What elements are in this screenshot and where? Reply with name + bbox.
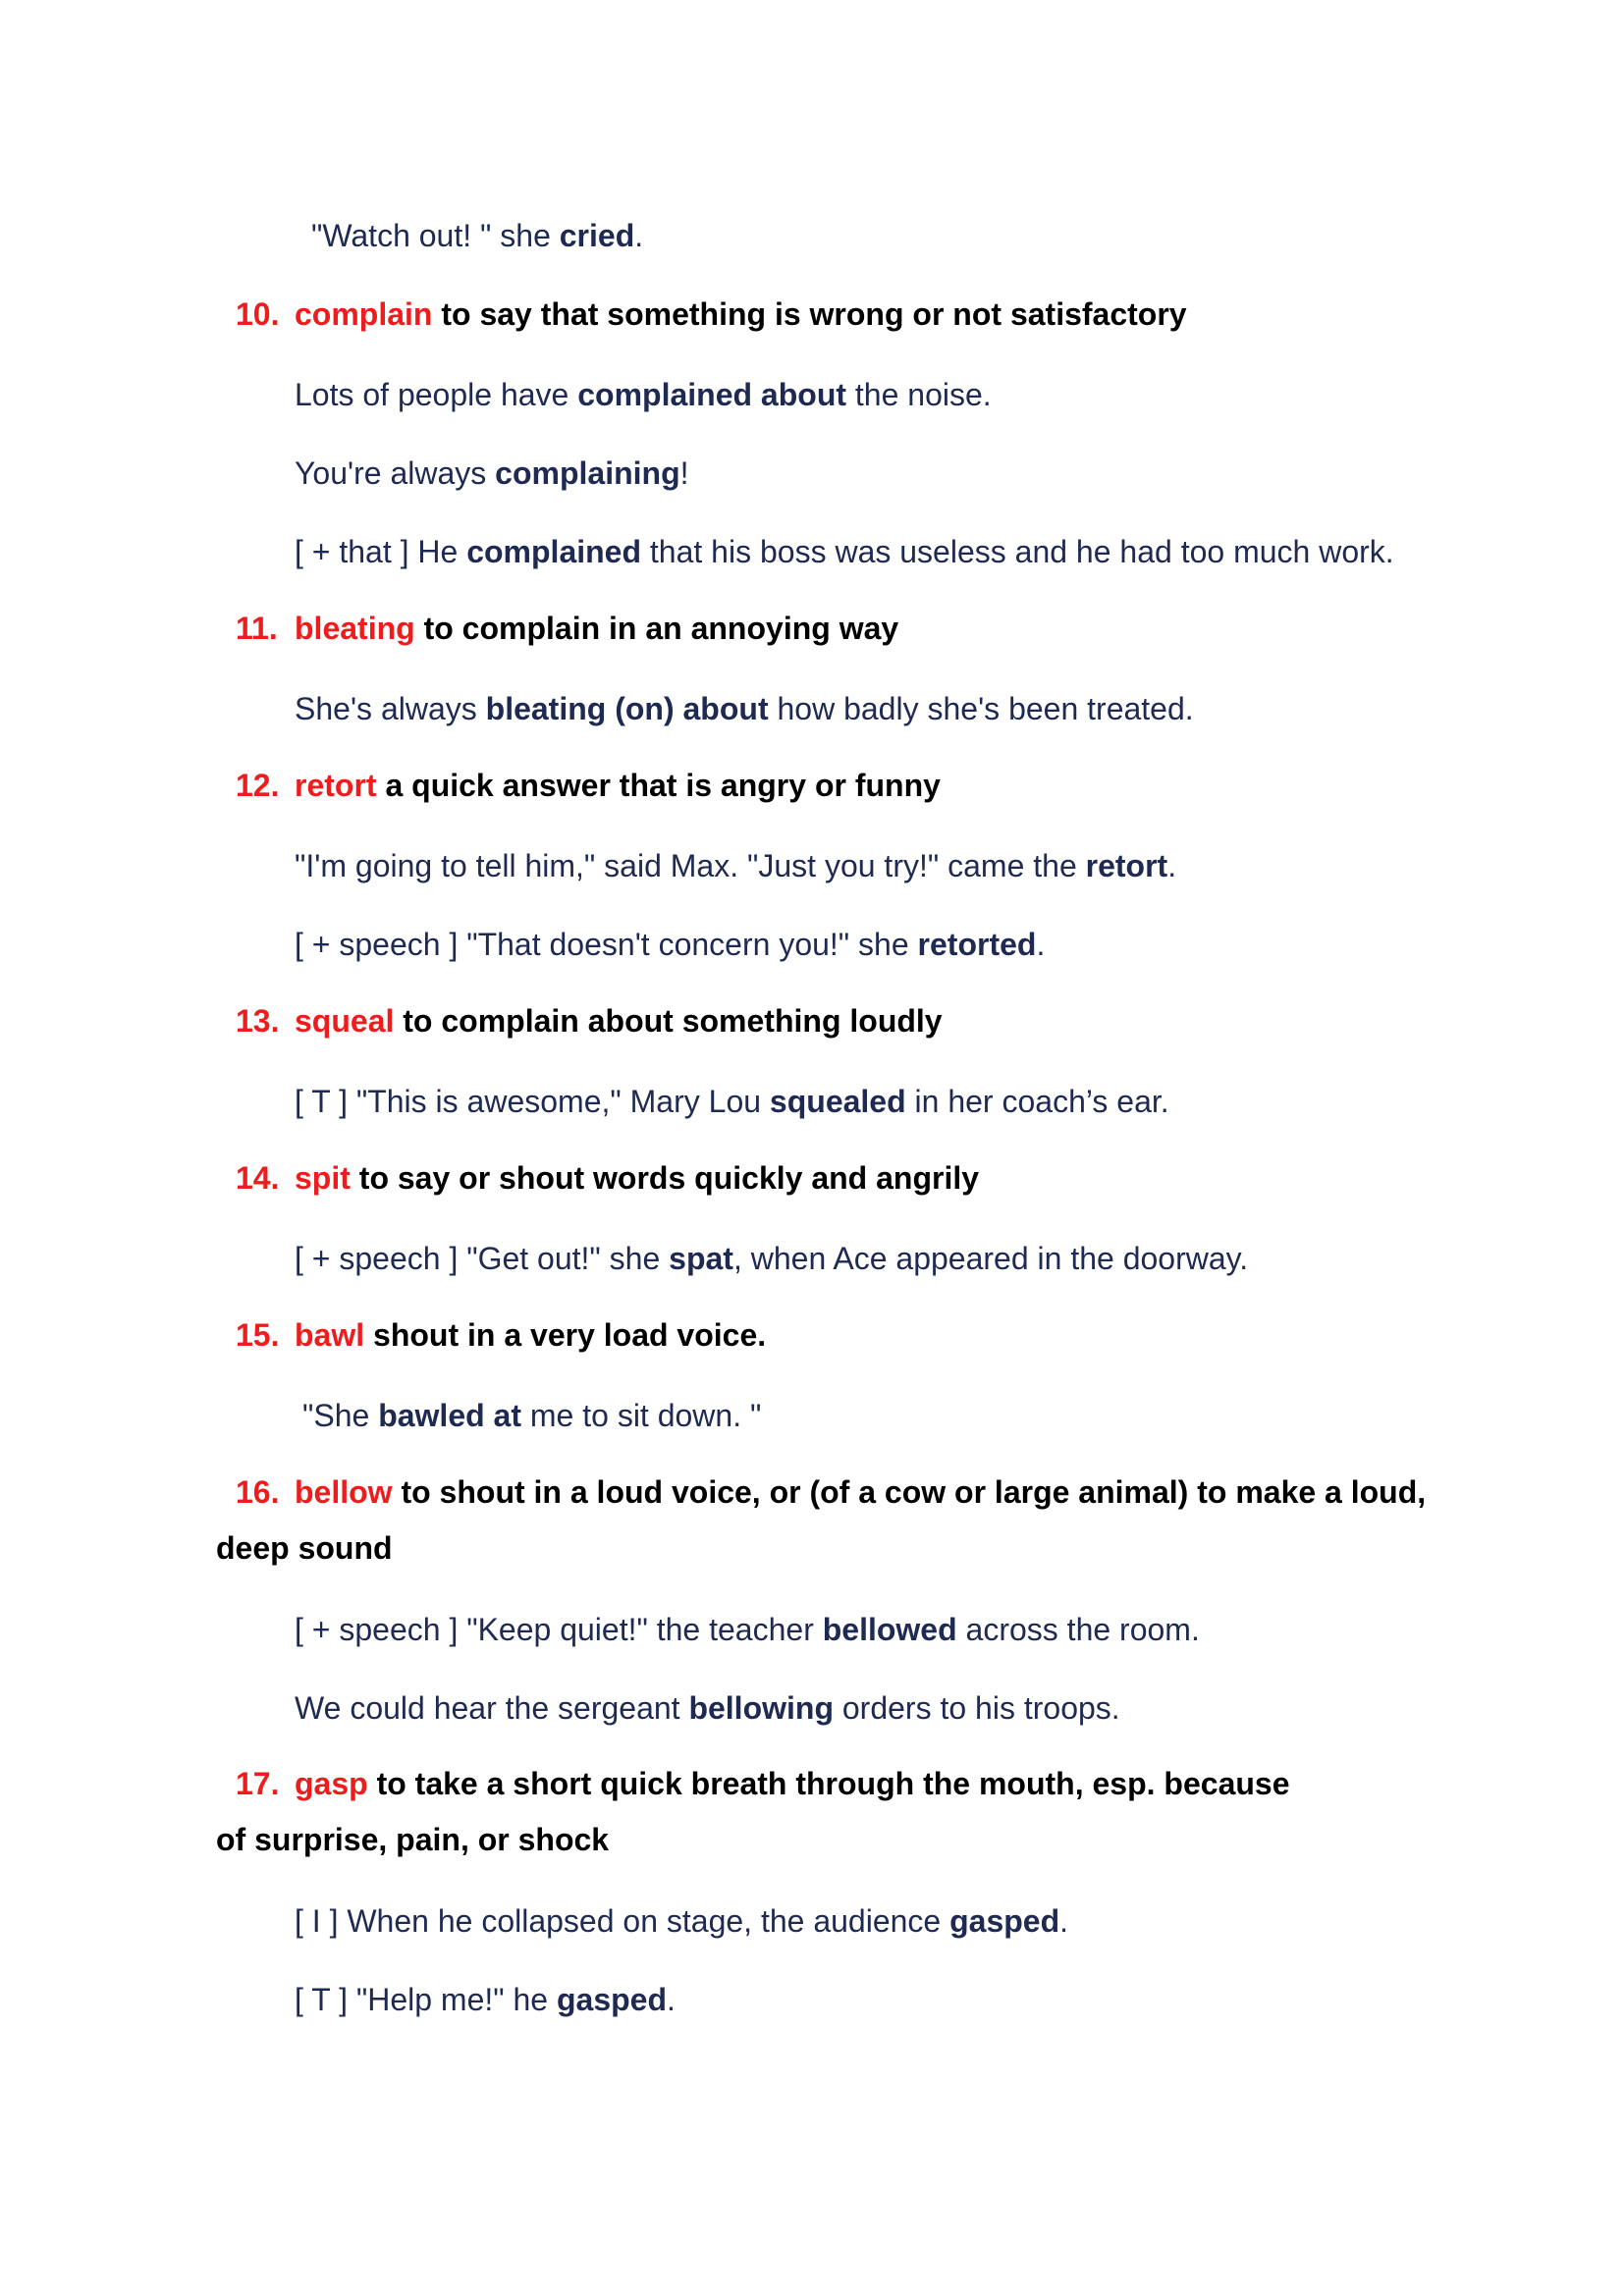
keyword: bleating (on) about: [485, 691, 769, 726]
headword: bellow: [295, 1474, 393, 1510]
keyword: bellowed: [822, 1612, 957, 1647]
keyword: retorted: [917, 927, 1037, 962]
headword: complain: [295, 296, 433, 332]
keyword: complained about: [577, 377, 847, 412]
entry-number: 14.: [236, 1160, 280, 1196]
entry-spit: [236, 1150, 1453, 1206]
definition: to take a short quick breath through the mouth, esp. because: [367, 1766, 1290, 1801]
keyword: complained: [466, 534, 642, 569]
headword: retort: [295, 768, 377, 803]
example-sentence: "Watch out! " she cried.: [311, 218, 644, 253]
example-sentence: You're always complaining!: [295, 455, 689, 491]
entry-gasp: [216, 1756, 1453, 1868]
entry-squeal: [236, 993, 1453, 1049]
entry-bleating: [236, 601, 1453, 657]
example-sentence: [ T ] "This is awesome," Mary Lou squealed in her coach’s ear.: [295, 1084, 1169, 1119]
definition-continued: deep sound: [216, 1530, 393, 1566]
entry-number: 10.: [236, 296, 280, 332]
entry-number: 16.: [236, 1474, 280, 1510]
example-sentence: We could hear the sergeant bellowing orders to his troops.: [295, 1690, 1120, 1726]
definition: to shout in a loud voice, or (of a cow or large animal) to make a loud,: [392, 1474, 1427, 1510]
entry-number: 13.: [236, 1003, 280, 1039]
keyword: gasped: [556, 1982, 668, 2017]
definition: to complain in an annoying way: [414, 611, 899, 646]
example-sentence: [ + that ] He complained that his boss was useless and he had too much work.: [295, 534, 1394, 569]
definition-continued: of surprise, pain, or shock: [216, 1822, 610, 1857]
example-sentence: [ + speech ] "Get out!" she spat, when Ace appeared in the doorway.: [295, 1241, 1249, 1276]
keyword: spat: [669, 1241, 733, 1276]
example-sentence: [ + speech ] "Keep quiet!" the teacher bellowed across the room.: [295, 1612, 1200, 1647]
entry-bellow: [216, 1465, 1453, 1576]
example-sentence: "I'm going to tell him," said Max. "Just you try!" came the retort.: [295, 848, 1177, 883]
example-sentence: She's always bleating (on) about how badly she's been treated.: [295, 691, 1194, 726]
keyword: bellowing: [688, 1690, 834, 1726]
example-sentence: [ T ] "Help me!" he gasped.: [295, 1982, 676, 2017]
definition: to complain about something loudly: [394, 1003, 943, 1039]
headword: bawl: [295, 1317, 365, 1353]
keyword: gasped: [949, 1903, 1060, 1939]
example-sentence: [ I ] When he collapsed on stage, the audience gasped.: [295, 1903, 1069, 1939]
entry-bawl: [236, 1308, 1453, 1363]
keyword: complaining: [495, 455, 680, 491]
keyword: squealed: [769, 1084, 906, 1119]
definition: shout in a very load voice.: [364, 1317, 767, 1353]
definition: a quick answer that is angry or funny: [376, 768, 941, 803]
definition: to say or shout words quickly and angrily: [350, 1160, 980, 1196]
entry-complain: [236, 287, 1453, 343]
keyword: bawled at: [378, 1398, 521, 1433]
example-sentence: [ + speech ] "That doesn't concern you!" she retorted.: [295, 927, 1046, 962]
headword: spit: [295, 1160, 351, 1196]
entry-retort: [236, 758, 1453, 814]
headword: bleating: [295, 611, 415, 646]
example-sentence: "She bawled at me to sit down. ": [302, 1398, 762, 1433]
example-sentence: Lots of people have complained about the noise.: [295, 377, 992, 412]
headword: squeal: [295, 1003, 395, 1039]
keyword: retort: [1085, 848, 1168, 883]
entry-number: 17.: [236, 1766, 280, 1801]
entry-number: 12.: [236, 768, 280, 803]
definition: to say that something is wrong or not satisfactory: [432, 296, 1187, 332]
entry-number: 11.: [236, 611, 278, 646]
headword: gasp: [295, 1766, 368, 1801]
keyword: cried: [559, 218, 635, 253]
entry-number: 15.: [236, 1317, 280, 1353]
